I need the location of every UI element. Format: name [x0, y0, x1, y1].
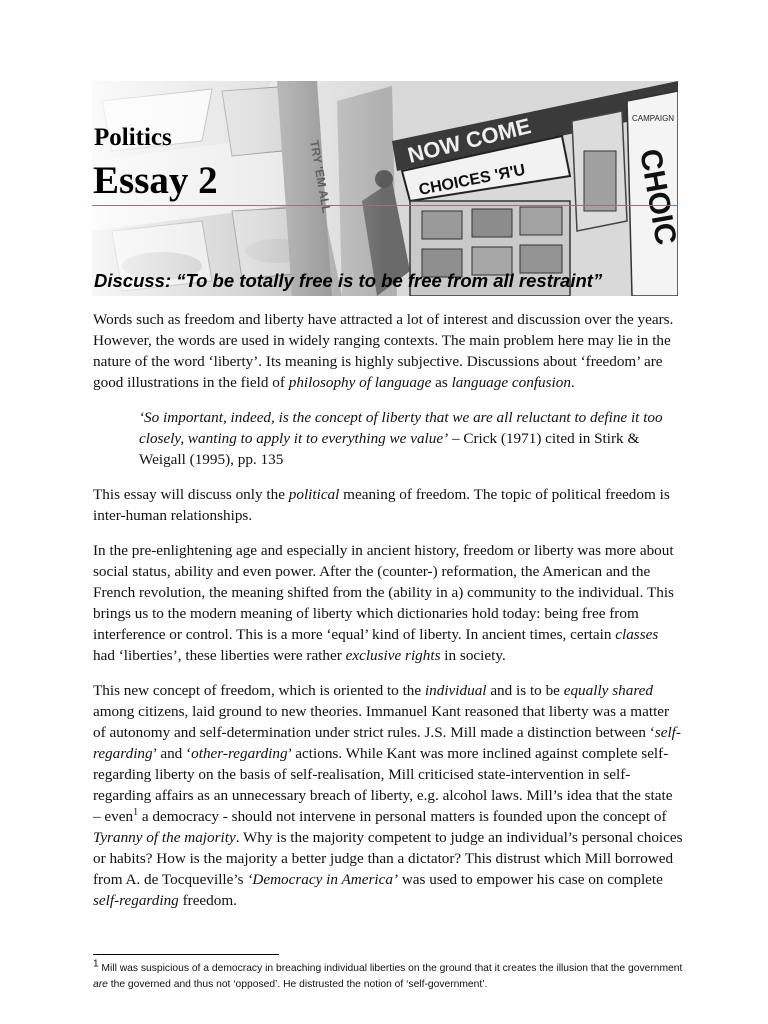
text-run: was used to empower his case on complete — [398, 871, 663, 888]
emphasis: self-regarding — [93, 724, 681, 762]
paragraph-scope — [93, 484, 683, 526]
text-run: freedom. — [178, 892, 237, 909]
emphasis: self-regarding — [93, 892, 179, 909]
text-run: . Why is the majority competent to judge an individual’s personal choices or habits? How is the majority a better judge than a dictator? This distrust which Mill borrowed from A. de Tocqueville’s — [93, 829, 683, 888]
essay-body — [93, 309, 683, 925]
quote-citation: – Crick (1971) cited in Stirk & Weigall (1995), pp. 135 — [139, 430, 640, 468]
emphasis: are — [93, 979, 108, 990]
footnote-divider — [93, 954, 279, 955]
emphasis: individual — [424, 682, 487, 699]
text-run: had ‘liberties’, these liberties were rather — [93, 647, 346, 664]
text-run: and is to be — [486, 682, 564, 699]
page-title: Essay 2 — [93, 159, 218, 202]
category-heading: Politics — [94, 124, 172, 151]
text-run: This new concept of freedom, which is oriented to the — [93, 682, 425, 699]
emphasis: classes — [615, 626, 659, 643]
emphasis: philosophy of language — [288, 374, 432, 391]
emphasis: other-regarding — [191, 745, 288, 762]
text-run: Mill was suspicious of a democracy in breaching individual liberties on the ground that it creates the illusion that the government — [98, 963, 683, 974]
essay-question: Discuss: “To be totally free is to be free from all restraint” — [94, 270, 603, 291]
text-run: . — [570, 374, 575, 391]
emphasis: language confusion — [451, 374, 571, 391]
text-run: in society. — [440, 647, 506, 664]
footnote — [93, 958, 683, 993]
text-run: Words such as freedom and liberty have attracted a lot of interest and discussion over the years. However, the words are used in widely ranging contexts. The main problem here may lie in the nature of the word ‘liberty’. Its meaning is highly subjective. Discussions about ‘freedom’ are good illustrations in the field of — [93, 311, 674, 391]
text-run: a democracy - should not intervene in personal matters is founded upon the concept of — [138, 808, 667, 825]
block-quote — [139, 407, 683, 470]
footnote-ref[interactable]: 1 — [133, 806, 139, 818]
text-run: This essay will discuss only the — [93, 486, 289, 503]
emphasis: exclusive rights — [345, 647, 441, 664]
paragraph-theories — [93, 680, 683, 911]
emphasis: political — [288, 486, 340, 503]
emphasis: equally shared — [563, 682, 653, 699]
text-run: ’ actions. While Kant was more inclined against complete self-regarding liberty on the basis of self-realisation, Mill criticised state-intervention in self-regarding affairs as an unnecessary breach of liberty, e.g. alcohol laws. Mill’s idea that the state – even — [93, 745, 673, 825]
footnote-marker: 1 — [93, 958, 99, 970]
paragraph-intro — [93, 309, 683, 393]
text-run: among citizens, laid ground to new theories. Immanuel Kant reasoned that liberty was a matter of autonomy and self-determination under strict rules. J.S. Mill made a distinction between ‘ — [93, 703, 670, 741]
emphasis: Tyranny of the majority — [93, 829, 236, 846]
text-run: as — [431, 374, 452, 391]
text-run: meaning of freedom. The topic of political freedom is inter-human relationships. — [93, 486, 670, 524]
title-divider — [92, 205, 678, 206]
text-run: ’ and ‘ — [152, 745, 192, 762]
quote-text: ‘So important, indeed, is the concept of liberty that we are all reluctant to define it too closely, wanting to apply it to everything we value’ — [139, 409, 663, 447]
emphasis: ‘Democracy in America’ — [247, 871, 399, 888]
text-run: In the pre-enlightening age and especially in ancient history, freedom or liberty was more about social status, ability and even power. After the (counter-) reformation, the American and the French revolution, the meaning shifted from the (ability in a) community to the individual. This brings us to the modern meaning of liberty which dictionaries hold today: being free from interference or control. This is a more ‘equal’ kind of liberty. In ancient times, certain — [93, 542, 674, 643]
paragraph-history — [93, 540, 683, 666]
text-run: the governed and thus not ‘opposed’. He distrusted the notion of ‘self-government’. — [107, 979, 488, 990]
